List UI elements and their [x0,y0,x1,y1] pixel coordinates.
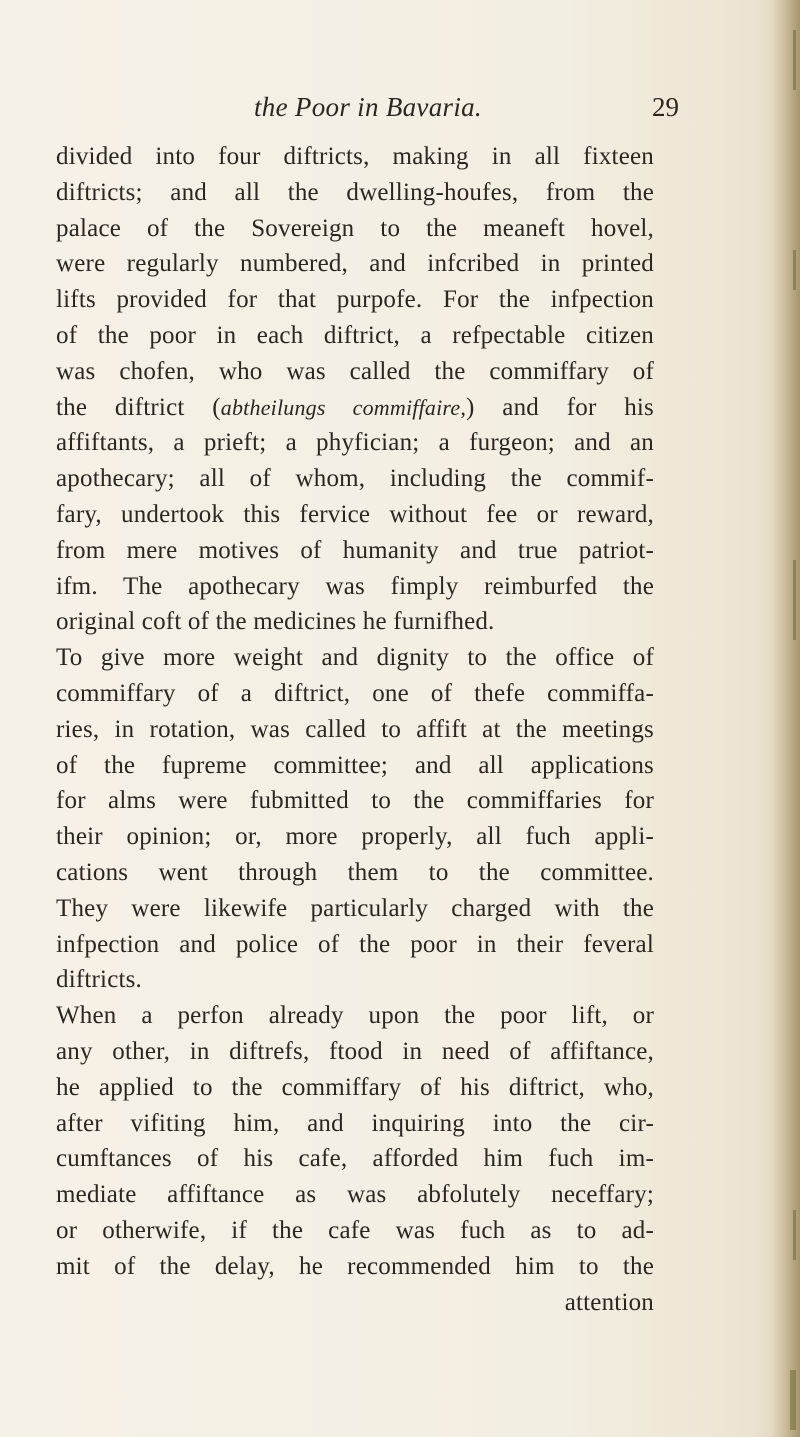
running-head-title: the Poor in Bavaria. [254,92,482,122]
text-line: from mere motives of humanity and true patriot- [56,536,654,564]
text-segment: the diftrict ( [56,393,221,421]
text-line: were regularly numbered, and infcribed in printed [56,250,654,278]
page-gutter [772,0,800,1437]
body-text [56,139,654,1320]
italic-term: abtheilungs commiffaire, [220,394,467,420]
text-line: ries, in rotation, was called to affift at the meetings [56,715,654,743]
text-line: fary, undertook this fervice without fee or reward, [56,500,654,528]
binding-mark [790,1370,796,1430]
text-line: or otherwife, if the cafe was fuch as to ad- [56,1216,654,1244]
text-line: infpection and police of the poor in their feveral [56,930,654,958]
text-line: any other, in diftrefs, ftood in need of affiftance, [56,1037,654,1065]
text-line: affiftants, a prieft; a phyfician; a furgeon; and an [56,429,654,457]
text-line: cations went through them to the committee. [56,858,654,886]
text-line: he applied to the commiffary of his diftrict, who, [56,1073,654,1101]
text-line: diftricts; and all the dwelling-houfes, from the [56,178,654,206]
text-line: apothecary; all of whom, including the commif- [56,465,654,493]
text-line: mediate affiftance as was abfolutely neceffary; [56,1181,654,1209]
text-line: cumftances of his cafe, afforded him fuch im- [56,1145,654,1173]
text-line: To give more weight and dignity to the office of [56,644,654,672]
text-line: ifm. The apothecary was fimply reimburfed the [56,572,654,600]
text-line [56,390,654,426]
text-line: divided into four diftricts, making in all fixteen [56,143,654,170]
text-line: after vifiting him, and inquiring into the cir- [56,1109,654,1137]
binding-mark [793,1210,796,1260]
text-segment: ) and for his [466,393,654,421]
text-line: When a perfon already upon the poor lift, or [56,1002,654,1030]
binding-mark [793,30,796,90]
text-line: their opinion; or, more properly, all fuch appli- [56,823,654,851]
text-line: of the poor in each diftrict, a refpectable citizen [56,321,654,349]
text-line: palace of the Sovereign to the meaneft hovel, [56,214,654,242]
text-line: lifts provided for that purpofe. For the infpection [56,286,654,314]
text-line: mit of the delay, he recommended him to the [56,1252,654,1280]
page-number: 29 [652,92,679,122]
text-line: was chofen, who was called the commiffary of [56,357,654,385]
text-line: of the fupreme committee; and all applications [56,751,654,779]
text-line: original coft of the medicines he furnifhed. [56,608,495,636]
text-line: They were likewife particularly charged with the [56,894,654,922]
binding-mark [793,250,796,290]
text-line: diftricts. [56,966,143,994]
binding-mark [793,560,796,640]
catchword-line: attention [564,1288,654,1316]
text-line: commiffary of a diftrict, one of thefe commiffa- [56,679,654,707]
text-line: for alms were fubmitted to the commiffaries for [56,787,654,815]
